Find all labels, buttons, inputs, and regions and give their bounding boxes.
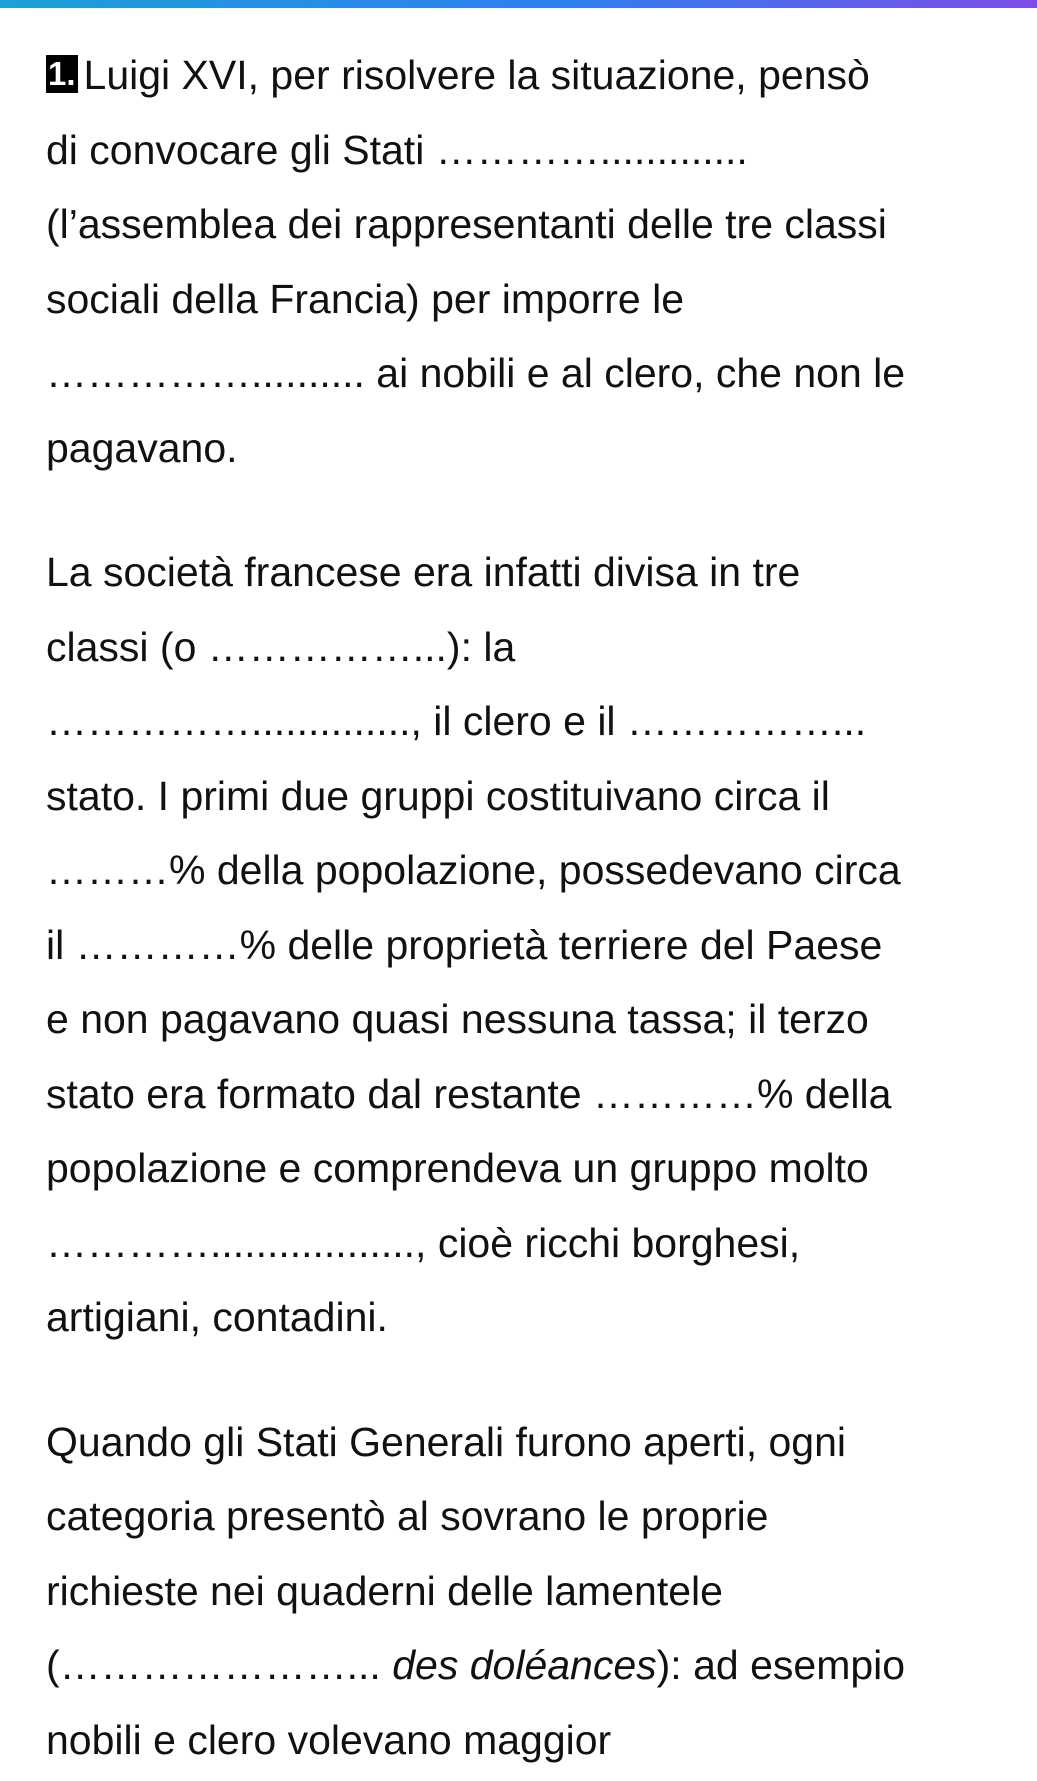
top-accent-bar [0,0,1037,8]
text-line: nobili e clero volevano maggior [46,1716,612,1763]
text-line: sociali della Francia) per imporre le [46,275,685,322]
text-line: stato. I primi due gruppi costituivano circa il [46,772,830,819]
text-line: classi (o ……………...): la [46,623,516,670]
text-line: di convocare gli Stati …………............. [46,126,748,173]
text-line [46,38,1001,113]
exercise-number-badge: 1. [48,55,76,92]
text-line: artigiani, contadini. [46,1294,388,1340]
italic-term: des doléances [392,1642,657,1688]
text-line: …………….......... ai nobili e al clero, che non le [46,350,906,396]
text-line: ………% della popolazione, possedevano circa [46,847,901,893]
text-line: (l’assemblea dei rappresentanti delle tre classi [46,201,887,247]
text-line-with-italic [46,1628,1001,1703]
text-line: Quando gli Stati Generali furono aperti, ogni [46,1418,847,1465]
paragraph-1 [46,38,1001,485]
text-line: pagavano. [46,424,238,471]
text-line: ………….................., cioè ricchi borghesi, [46,1219,801,1266]
text-fragment: (…………………... [46,1642,381,1688]
paragraph-2 [46,535,1001,1355]
text-fragment: ): ad esempio [656,1642,906,1688]
paragraph-3 [46,1405,1001,1778]
exercise-text [46,38,1001,1777]
text-line: richieste nei quaderni delle lamentele [46,1567,723,1614]
text-line: stato era formato dal restante …………% della [46,1070,892,1117]
text-line: …………….............., il clero e il ……………... [46,698,867,744]
text-line-content: Luigi XVI, per risolvere la situazione, pensò [83,52,870,98]
text-line: il …………% delle proprietà terriere del Paese [46,921,883,968]
text-line: La società francese era infatti divisa in tre [46,549,801,595]
text-line: popolazione e comprendeva un gruppo molto [46,1145,869,1191]
text-line: categoria presentò al sovrano le proprie [46,1493,769,1539]
text-line: e non pagavano quasi nessuna tassa; il terzo [46,996,869,1042]
